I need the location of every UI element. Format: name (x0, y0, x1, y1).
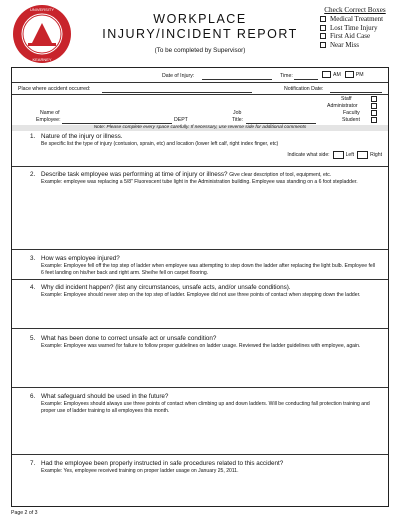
date-of-injury-label: Date of Injury: (162, 73, 195, 79)
name-label-bottom: Employee: (36, 117, 61, 123)
university-seal-logo (10, 3, 74, 65)
question-2-title: 2. Describe task employee was performing at time of injury or illness? Give clear description of tool, equipment, etc. (30, 171, 332, 178)
job-label-top: Job (233, 110, 242, 116)
pm-label: PM (355, 71, 364, 78)
checkbox-medical-treatment[interactable]: Medical Treatment (314, 15, 396, 24)
question-7-title: 7. Had the employee been properly instructed in safe procedures related to this accident? (30, 460, 284, 467)
divider (12, 82, 388, 83)
divider (12, 94, 388, 95)
side-indicator (287, 151, 382, 159)
checkbox-square-icon[interactable] (320, 25, 326, 31)
case-type-checkboxes (314, 6, 396, 49)
name-label-top: Name of (40, 110, 60, 116)
time-field[interactable] (294, 79, 318, 80)
report-subtitle: (To be completed by Supervisor) (154, 47, 246, 54)
employee-name-field[interactable] (62, 123, 172, 124)
side-label: Indicate what side: (287, 152, 330, 158)
report-title-line1: WORKPLACE (153, 12, 247, 26)
question-6-title: 6. What safeguard should be used in the future? (30, 393, 169, 400)
notification-date-label: Notification Date: (284, 86, 324, 92)
status-faculty-checkbox[interactable] (371, 110, 377, 116)
status-staff-label: Staff (341, 96, 352, 102)
am-checkbox[interactable] (322, 71, 331, 78)
question-3-title: 3. How was employee injured? (30, 255, 120, 262)
pm-checkbox[interactable] (345, 71, 354, 78)
checkbox-square-icon[interactable] (320, 16, 326, 22)
dept-label: DEPT (174, 117, 188, 123)
question-4-title: 4. Why did incident happen? (list any circumstances, unsafe acts, and/or unsafe conditions). (30, 284, 291, 291)
left-side-label: Left (345, 152, 355, 158)
status-staff-checkbox[interactable] (371, 96, 377, 102)
divider (12, 387, 388, 388)
status-student-label: Student (342, 117, 360, 123)
svg-text:UNIVERSITY: UNIVERSITY (29, 7, 55, 12)
right-side-checkbox[interactable] (357, 151, 368, 159)
place-label: Place where accident occurred: (18, 86, 91, 92)
notification-date-field[interactable] (330, 92, 382, 93)
status-administrator-label: Administrator (327, 103, 358, 109)
question-6-text: Example: Employees should always use three points of contact when climbing up and down ladders. Will be conducting fall protection training and proper use of ladder training to all employees this month. (41, 401, 370, 414)
status-administrator-checkbox[interactable] (371, 103, 377, 109)
am-pm-selector (322, 71, 364, 78)
divider (12, 279, 388, 280)
question-7-text: Example: Yes, employee received training on proper ladder usage on January 25, 2011. (41, 468, 239, 474)
date-of-injury-field[interactable] (202, 79, 272, 80)
question-1-title: 1. Nature of the injury or illness. (30, 133, 123, 140)
left-side-checkbox[interactable] (333, 151, 344, 159)
question-5-text: Example: Employee was warned for failure to follow proper guidelines on ladder usage. Reviewed the ladder guidelines with employee, again. (41, 343, 361, 349)
status-faculty-label: Faculty (343, 110, 360, 116)
place-field[interactable] (102, 92, 252, 93)
report-title-line2: INJURY/INCIDENT REPORT (102, 27, 298, 41)
divider (12, 328, 388, 329)
instructions-note: Note: Please complete every space carefully. If necessary, use reverse side for additional comments (12, 125, 388, 131)
checkbox-first-aid-case[interactable]: First Aid Case (314, 32, 396, 41)
report-form (11, 67, 389, 507)
report-title-block (95, 12, 305, 54)
question-2-text: Example: employee was replacing a 5/8" Fluorescent tube light in the Administration building. Employee was standing on a 6 foot stepladder. (41, 179, 358, 185)
divider (12, 249, 388, 250)
divider (12, 166, 388, 167)
checkbox-square-icon[interactable] (320, 33, 326, 39)
page-number: Page 2 of 3 (11, 510, 38, 516)
checkbox-lost-time-injury[interactable]: Lost Time Injury (314, 24, 396, 33)
check-boxes-heading: Check Correct Boxes (324, 6, 386, 14)
divider (12, 454, 388, 455)
checkbox-near-miss[interactable]: Near Miss (314, 41, 396, 50)
svg-text:KEARNEY: KEARNEY (32, 57, 52, 62)
checkbox-square-icon[interactable] (320, 42, 326, 48)
status-student-checkbox[interactable] (371, 117, 377, 123)
question-4-text: Example: Employee should never step on the top step of ladder. Employee did not use three points of contact when stepping down the ladder. (41, 292, 361, 298)
question-1-text: Be specific list the type of injury (contusion, sprain, etc) and location (lower left calf, right index finger, etc) (41, 141, 279, 147)
job-title-field[interactable] (246, 123, 316, 124)
job-label-bottom: Title: (232, 117, 244, 123)
question-5-title: 5. What has been done to correct unsafe act or unsafe condition? (30, 335, 217, 342)
am-label: AM (333, 71, 341, 78)
question-3-text: Example: Employee fell off the top step of ladder when employee was attempting to step down the ladder after replacing the light bulb. Employee fell 6 feet landing on his/her back and right arm. She/he fell on carpet flooring. (41, 263, 376, 276)
right-side-label: Right (370, 152, 382, 158)
time-label: Time: (280, 73, 293, 79)
